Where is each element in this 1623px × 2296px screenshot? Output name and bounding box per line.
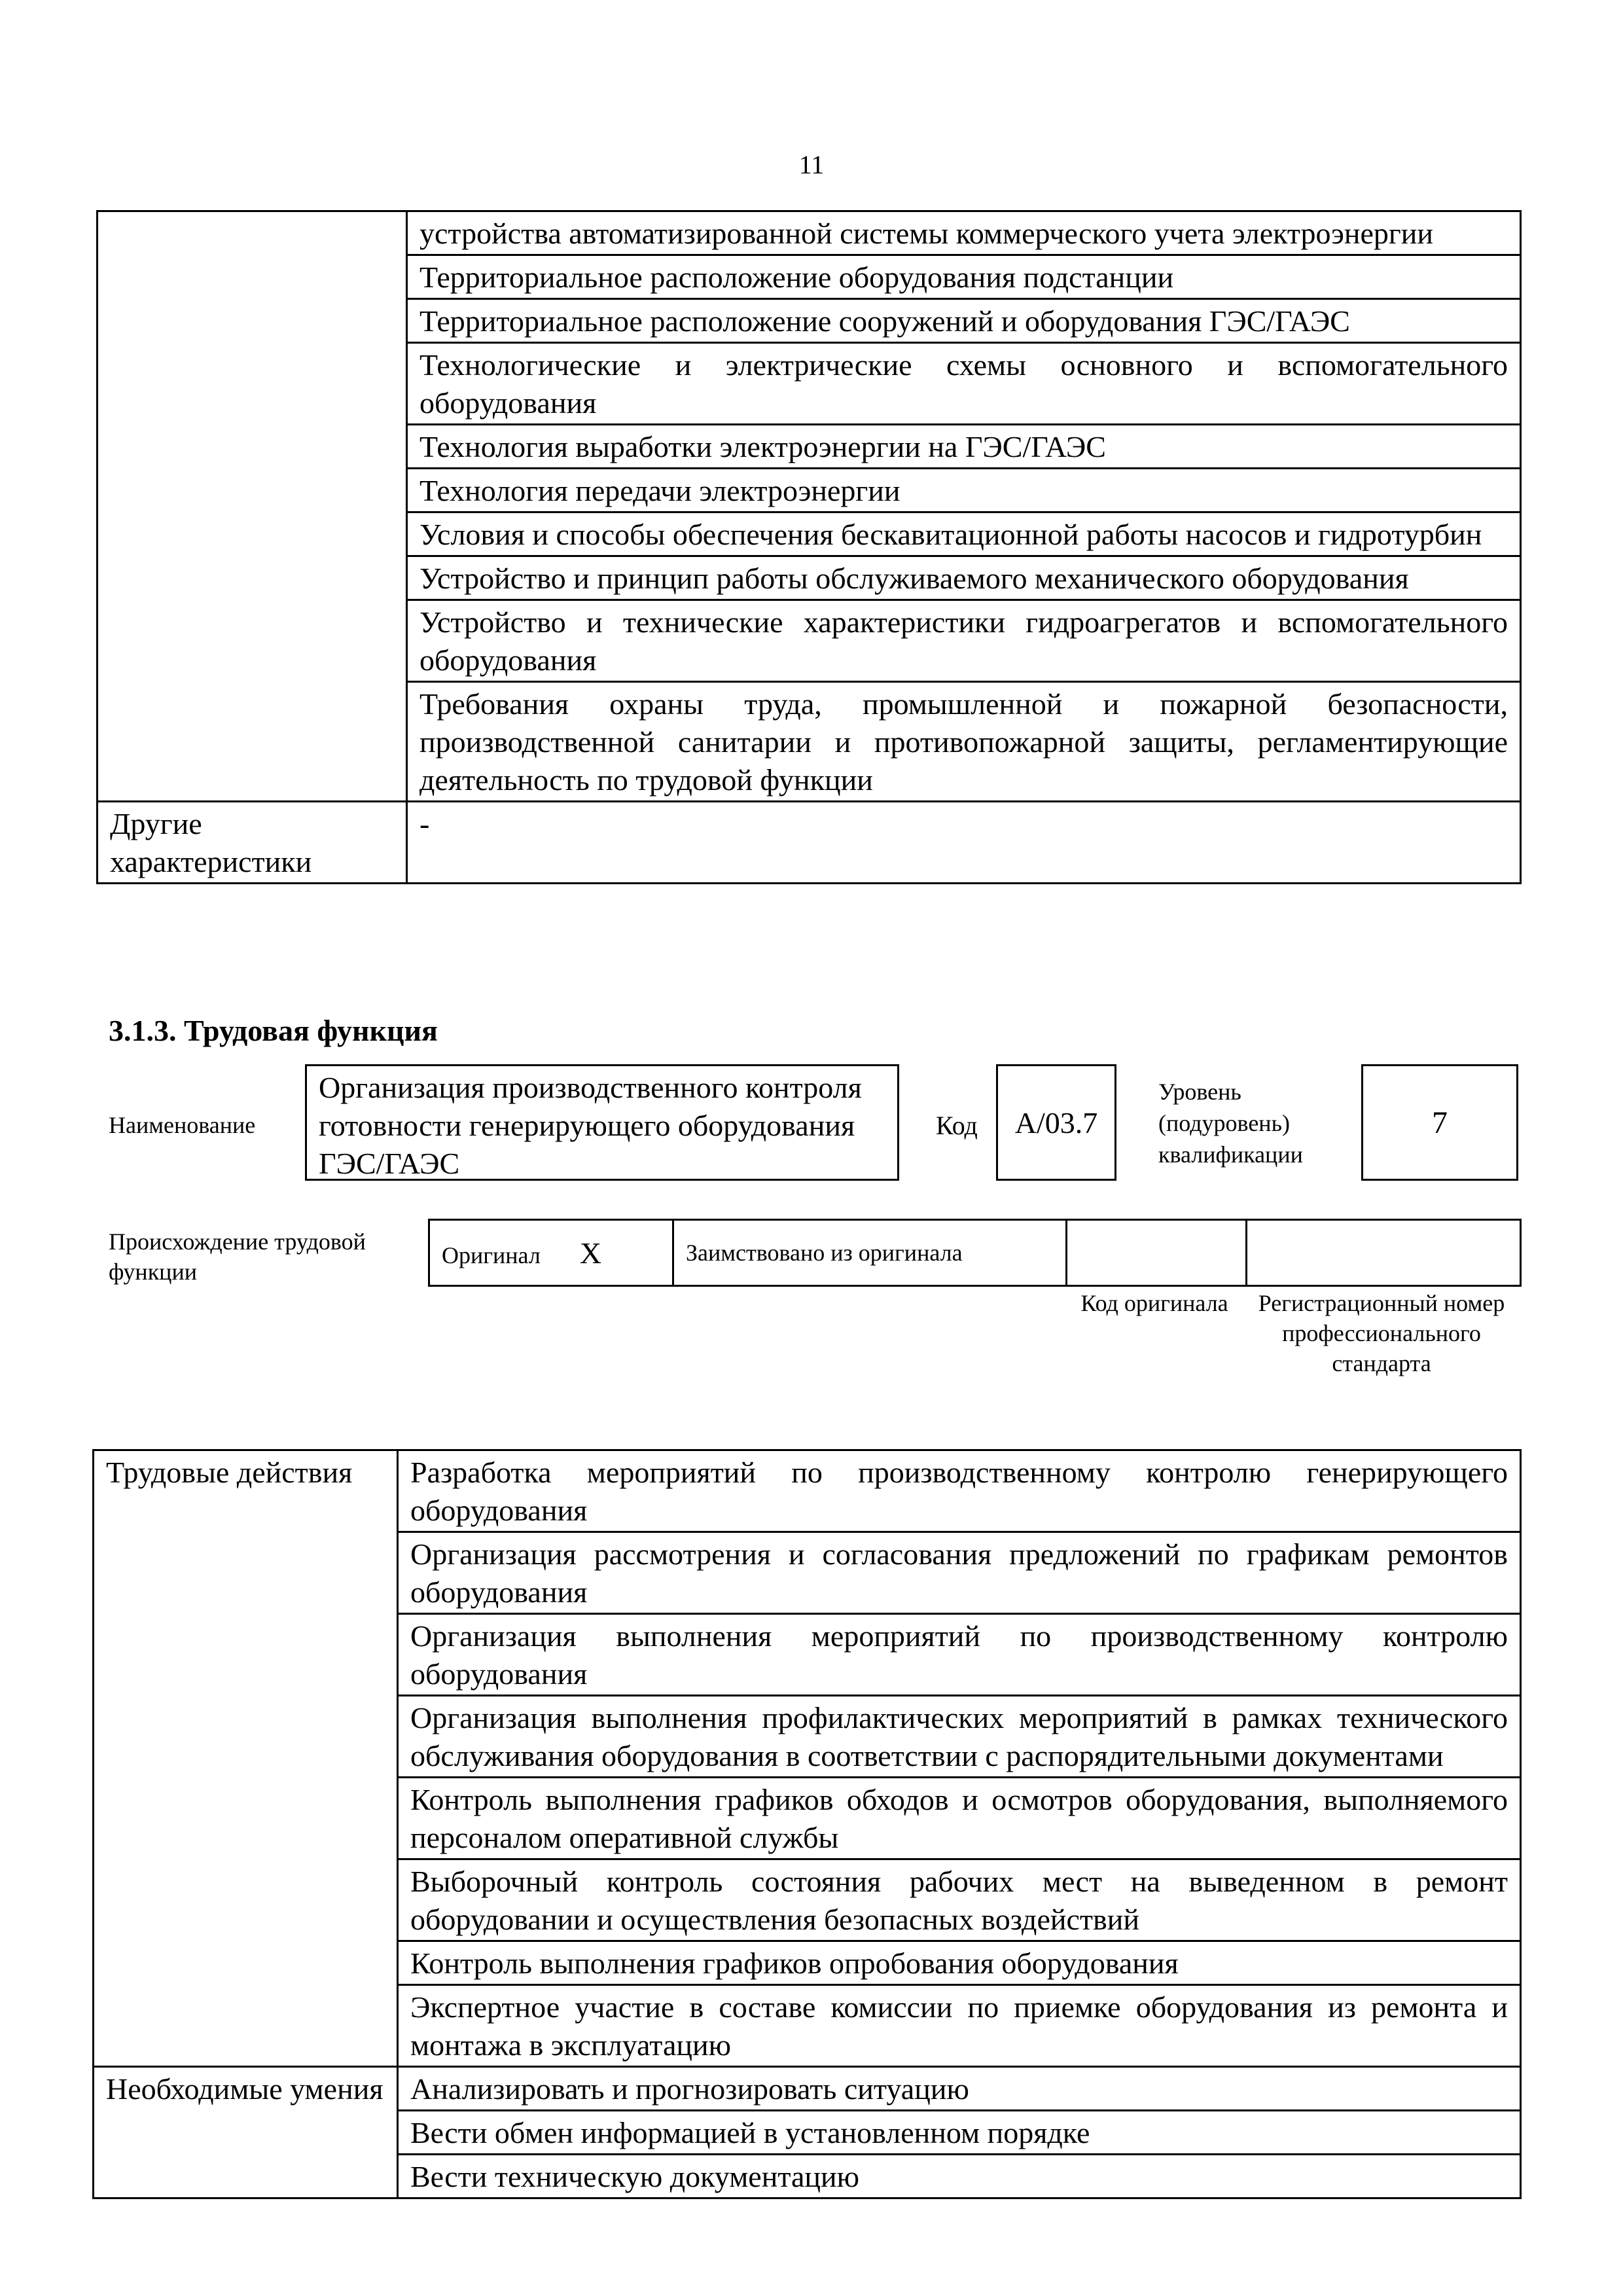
- code-label: Код: [936, 1111, 978, 1140]
- table-row: Организация рассмотрения и согласования предложений по графикам ремонтов оборудования: [398, 1532, 1521, 1614]
- level-value-box: 7: [1361, 1064, 1518, 1181]
- level-label-text: Уровень (подуровень) квалификации: [1158, 1079, 1303, 1168]
- original-label: Оригинал: [442, 1242, 541, 1268]
- table-row: Организация выполнения мероприятий по производственному контролю оборудования: [398, 1614, 1521, 1696]
- section-heading: 3.1.3. Трудовая функция: [109, 1014, 438, 1047]
- table-row: Разработка мероприятий по производственному контролю генерирующего оборудования: [398, 1450, 1521, 1532]
- origin-label-text: Происхождение трудовой функции: [109, 1229, 366, 1285]
- origin-table: [428, 1219, 1522, 1287]
- table-row: Технология передачи электроэнергии: [407, 469, 1521, 512]
- level-label: [1158, 1076, 1329, 1170]
- table-row: Выборочный контроль состояния рабочих мест на выведенном в ремонт оборудовании и осуществления безопасных воздействий: [398, 1859, 1521, 1941]
- table-row: Технология выработки электроэнергии на ГЭС/ГАЭС: [407, 425, 1521, 469]
- other-characteristics-value: -: [407, 802, 1521, 884]
- original-code-caption: Код оригинала: [1080, 1290, 1228, 1316]
- code-value-box: А/03.7: [996, 1064, 1116, 1181]
- registration-number-caption: Регистрационный номер профессионального стандарта: [1258, 1290, 1505, 1376]
- table-row: Экспертное участие в составе комиссии по приемке оборудования из ремонта и монтажа в эксплуатацию: [398, 1985, 1521, 2067]
- name-value-box: Организация производственного контроля готовности генерирующего оборудования ГЭС/ГАЭС: [305, 1064, 899, 1181]
- table-row: Анализировать и прогнозировать ситуацию: [398, 2067, 1521, 2111]
- table-row: Вести техническую документацию: [398, 2155, 1521, 2198]
- table-row: устройства автоматизированной системы коммерческого учета электроэнергии: [407, 211, 1521, 255]
- table-row: Контроль выполнения графиков обходов и осмотров оборудования, выполняемого персоналом оперативной службы: [398, 1778, 1521, 1859]
- actions-table: [92, 1449, 1522, 2199]
- borrowed-label: Заимствовано из оригинала: [673, 1220, 1067, 1286]
- name-label: Наименование: [109, 1112, 256, 1138]
- skills-label: Необходимые умения: [94, 2067, 398, 2198]
- empty-label-cell: [98, 211, 407, 802]
- origin-label: [109, 1227, 423, 1287]
- knowledge-table: [96, 210, 1522, 884]
- table-row: Требования охраны труда, промышленной и пожарной безопасности, производственной санитарии и противопожарной защиты, регламентирующие деятельность по трудовой функции: [407, 682, 1521, 802]
- table-row: Контроль выполнения графиков опробования оборудования: [398, 1941, 1521, 1985]
- other-characteristics-label: Другие характеристики: [98, 802, 407, 884]
- table-row: Устройство и принцип работы обслуживаемого механического оборудования: [407, 556, 1521, 600]
- original-cell: [429, 1220, 673, 1286]
- original-mark: X: [579, 1236, 602, 1270]
- table-row: Технологические и электрические схемы основного и вспомогательного оборудования: [407, 343, 1521, 425]
- table-row: Вести обмен информацией в установленном порядке: [398, 2111, 1521, 2155]
- table-row: Территориальное расположение сооружений и оборудования ГЭС/ГАЭС: [407, 299, 1521, 343]
- page-number: 11: [798, 150, 825, 179]
- table-row: Организация выполнения профилактических мероприятий в рамках технического обслуживания оборудования в соответствии с распорядительными документами: [398, 1696, 1521, 1778]
- original-code-cell: [1067, 1220, 1247, 1286]
- registration-number-cell: [1247, 1220, 1521, 1286]
- table-row: Условия и способы обеспечения бескавитационной работы насосов и гидротурбин: [407, 512, 1521, 556]
- table-row: Территориальное расположение оборудования подстанции: [407, 255, 1521, 299]
- actions-label: Трудовые действия: [94, 1450, 398, 2067]
- table-row: Устройство и технические характеристики гидроагрегатов и вспомогательного оборудования: [407, 600, 1521, 682]
